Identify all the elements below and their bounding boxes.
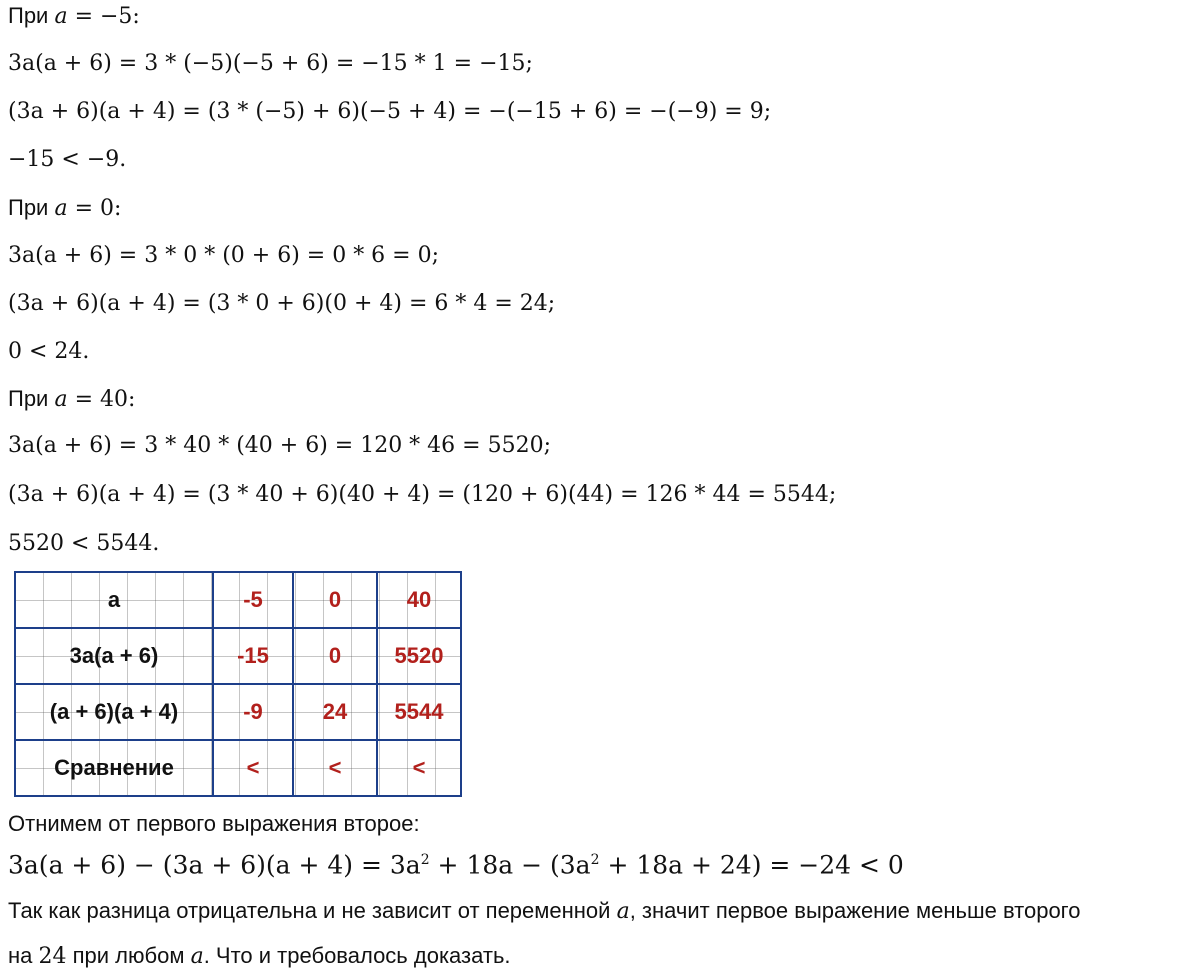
cell-value: 0 (293, 572, 377, 628)
difference-formula: $3a(a + 6) - (3a + 6)(a + 4) = 3a^2 + 18a - (3a^2 + 18a + 24) = -24 < 0$ (8, 850, 904, 880)
cell-value: < (213, 740, 293, 796)
cell-value: 5520 (377, 628, 461, 684)
case-heading-40: При a = 40: (8, 386, 136, 412)
cell-value: 40 (377, 572, 461, 628)
row-label-expr1: 3a(a + 6) (15, 628, 213, 684)
expr1-at-minus5: 3a(a + 6) = 3 * (−5)(−5 + 6) = −15 * 1 = −15; (8, 51, 533, 76)
row-label-a: a (15, 572, 213, 628)
comparison-table (14, 571, 462, 797)
table-row (15, 684, 461, 740)
row-label-comparison: Сравнение (15, 740, 213, 796)
case-heading-0: При a = 0: (8, 195, 122, 221)
table-row (15, 628, 461, 684)
cell-value: 0 (293, 628, 377, 684)
case-heading-minus5: При a = −5: (8, 3, 140, 29)
subtract-heading: Отнимем от первого выражения второе: (8, 811, 420, 836)
cell-value: 24 (293, 684, 377, 740)
cell-value: -9 (213, 684, 293, 740)
row-label-expr2: (a + 6)(a + 4) (15, 684, 213, 740)
comparison-0: 0 < 24. (8, 339, 90, 364)
cell-value: -5 (213, 572, 293, 628)
cell-value: -15 (213, 628, 293, 684)
table-row (15, 572, 461, 628)
conclusion-line-1: Так как разница отрицательна и не зависит от переменной a, значит первое выражение меньше второго (8, 898, 1081, 924)
cell-value: < (377, 740, 461, 796)
expr2-at-0: (3a + 6)(a + 4) = (3 * 0 + 6)(0 + 4) = 6 * 4 = 24; (8, 291, 556, 316)
expr2-at-40: (3a + 6)(a + 4) = (3 * 40 + 6)(40 + 4) = (120 + 6)(44) = 126 * 44 = 5544; (8, 482, 837, 507)
conclusion-line-2: на 24 при любом a. Что и требовалось доказать. (8, 943, 511, 969)
comparison-minus5: −15 < −9. (8, 147, 127, 172)
cell-value: < (293, 740, 377, 796)
cell-value: 5544 (377, 684, 461, 740)
expr1-at-0: 3a(a + 6) = 3 * 0 * (0 + 6) = 0 * 6 = 0; (8, 243, 440, 268)
expr1-at-40: 3a(a + 6) = 3 * 40 * (40 + 6) = 120 * 46 = 5520; (8, 433, 551, 458)
expr2-at-minus5: (3a + 6)(a + 4) = (3 * (−5) + 6)(−5 + 4) = −(−15 + 6) = −(−9) = 9; (8, 99, 772, 124)
table-row (15, 740, 461, 796)
comparison-40: 5520 < 5544. (8, 531, 160, 556)
